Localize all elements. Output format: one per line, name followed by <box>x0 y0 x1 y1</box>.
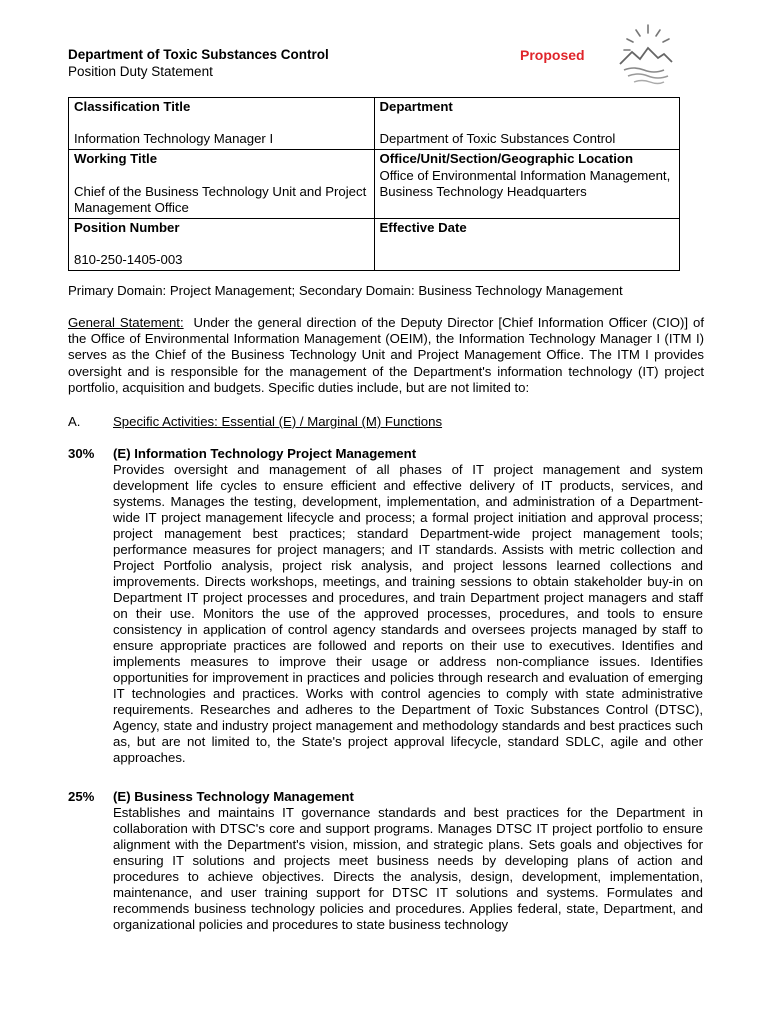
duty-percent: 25% <box>68 789 95 804</box>
position-number-value: 810-250-1405-003 <box>74 252 183 268</box>
position-number-label: Position Number <box>74 220 180 236</box>
department-cell <box>374 98 680 150</box>
general-statement-text: Under the general direction of the Deputy Director [Chief Information Officer (CIO)] of the Office of Environmental Information Management (OEIM), the Information Technology Manager I (ITM I) serves as the Chief of the Business Technology Unit and Project Management Office. The ITM I provides oversight and is responsible for the management of the Department's information technology (IT) project portfolio, acquisition and budgets. Specific duties include, but are not limited to: <box>68 315 704 395</box>
duty-body: Provides oversight and management of all phases of IT project management and system development life cycles to ensure efficient and effective delivery of IT products, services, and systems. Manages the testing, development, implementation, and administration of a Department-wide IT project management lifecycle and process; a formal project initiation and approval process; project management best practices; standard Department-wide project management tools; performance measures for project managers; and IT standards. Assists with metric collection and Project Portfolio analysis, project risk analysis, and project lessons learned collections and improvements. Directs workshops, meetings, and training sessions to obtain stakeholder buy-in on Department IT project processes and procedures, and train Department project managers and staff on their use. Monitors the use of the approved processes, procedures, and tools to ensure consistency in application of control agency standards and oversees projects managed by staff to ensure appropriate practices are followed and reports on their use to executives. Identifies and implements measures to improve their usage or address non-compliance issues. Identifies opportunities for improvement in practices and policies through research and evaluation of emerging IT technologies and practices. Works with control agencies to comply with state administrative requirements. Researches and adheres to the Department of Toxic Substances Control (DTSC), Agency, state and industry project management and methodology standards and best practices such as, but are not limited to, the State's project approval lifecycle, standard SDLC, agile and other approaches. <box>113 462 703 765</box>
duty-title: (E) Information Technology Project Management <box>113 446 417 461</box>
department-value: Department of Toxic Substances Control <box>379 131 616 147</box>
section-a-title: Specific Activities: Essential (E) / Marginal (M) Functions <box>113 414 443 429</box>
domain-line: Primary Domain: Project Management; Secondary Domain: Business Technology Management <box>68 283 623 298</box>
general-statement-label: General Statement: <box>68 315 184 330</box>
office-cell <box>374 150 680 219</box>
office-value: Office of Environmental Information Management, Business Technology Headquarters <box>379 167 671 199</box>
working-title-value: Chief of the Business Technology Unit and Project Management Office <box>74 183 367 215</box>
position-info-table <box>68 97 680 271</box>
working-title-label: Working Title <box>74 151 158 167</box>
dtsc-logo-icon <box>612 22 678 88</box>
classification-cell <box>69 98 375 150</box>
section-a-letter: A. <box>68 414 81 429</box>
effective-date-cell <box>374 219 680 271</box>
department-label: Department <box>379 99 453 114</box>
duty-title: (E) Business Technology Management <box>113 789 354 804</box>
duty-body: Establishes and maintains IT governance standards and best practices for the Department in collaboration with DTSC's core and support programs. Manages DTSC IT project portfolio to ensure alignment with the Department's vision, mission, and strategic plans. Sets goals and objectives for ensuring IT solutions and projects meet business needs by developing plans of action and procedures to achieve objectives. Directs the analysis, design, development, implementation, maintenance, and user training support for DTSC IT solutions and systems. Formulates and recommends business technology policies and procedures. Applies federal, state, Department, and organizational policies and procedures to state business technology <box>113 805 703 932</box>
status-proposed: Proposed <box>520 47 585 63</box>
effective-date-label: Effective Date <box>379 220 467 236</box>
position-number-cell <box>69 219 375 271</box>
duty-percent: 30% <box>68 446 95 461</box>
working-title-cell <box>69 150 375 219</box>
header-subtitle: Position Duty Statement <box>68 64 213 79</box>
header-department: Department of Toxic Substances Control <box>68 47 329 62</box>
classification-title-label: Classification Title <box>74 99 191 114</box>
office-label: Office/Unit/Section/Geographic Location <box>379 151 634 167</box>
classification-title-value: Information Technology Manager I <box>74 131 274 147</box>
general-statement <box>68 315 704 396</box>
